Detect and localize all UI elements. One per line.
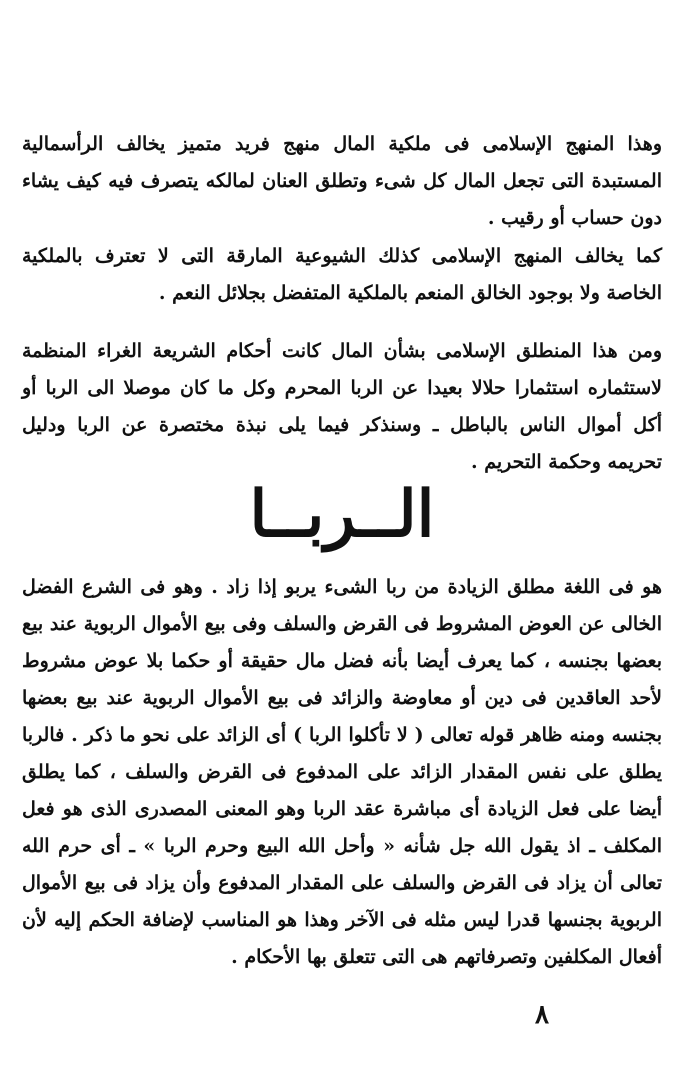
- paragraph-communism: كما يخالف المنهج الإسلامى كذلك الشيوعية المارقة التى لا تعترف بالملكية الخاصة ولا بوجود الخالق المنعم بالملكية المتفضل بجلائل النعم .: [22, 245, 663, 304]
- paragraph-riba-definition: هو فى اللغة مطلق الزيادة من ربا الشىء يربو إذا زاد . وهو فى الشرع الفضل الخالى عن العوض المشروط فى القرض والسلف وفى بيع الأموال الربوية عند بيع بعضها بجنسه ، كما يعرف أيضا بأنه فضل مال حقيقة أو حكما بلا عوض مشروط لأحد العاقدين فى دين أو معاوضة والزائد فى بيع الأموال الربوية عند بيع بعضها بجنسه ومنه ظاهر قوله تعالى ( لا تأكلوا الربا ) أى الزائد على نحو ما ذكر . فالربا يطلق على نفس المقدار الزائد على المدفوع فى القرض والسلف ، كما يطلق أيضا على فعل الزيادة أى مباشرة عقد الربا وهو المعنى المصدرى الذى هو فعل المكلف ـ اذ يقول الله جل شأنه « وأحل الله البيع وحرم الربا » ـ أى حرم الله تعالى أن يزاد فى القرض والسلف على المقدار المدفوع وأن يزاد فى بيع الأموال الربوية بجنسها قدرا ليس مثله فى الآخر وهذا هو المناسب لإضافة الحكم إليه لأن أفعال المكلفين وتصرفاتهم هى التى تتعلق بها الأحكام .: [22, 576, 662, 968]
- section-heading-riba: الــربــا: [249, 477, 435, 552]
- page-number: ٨: [535, 1000, 549, 1030]
- paragraph-sharia-rulings: ومن هذا المنطلق الإسلامى بشأن المال كانت أحكام الشريعة الغراء المنظمة لاستثماره استثمارا حلالا بعيدا عن الربا المحرم وكل ما كان موصلا الى الربا أو أكل أموال الناس بالباطل ـ وسنذكر فيما يلى نبذة مختصرة عن الربا ودليل تحريمه وحكمة التحريم .: [22, 340, 662, 473]
- paragraph-islamic-approach: وهذا المنهج الإسلامى فى ملكية المال منهج فريد متميز يخالف الرأسمالية المستبدة التى تجعل المال كل شىء وتطلق العنان لمالكه يتصرف فيه كيف يشاء دون حساب أو رقيب .: [22, 133, 662, 229]
